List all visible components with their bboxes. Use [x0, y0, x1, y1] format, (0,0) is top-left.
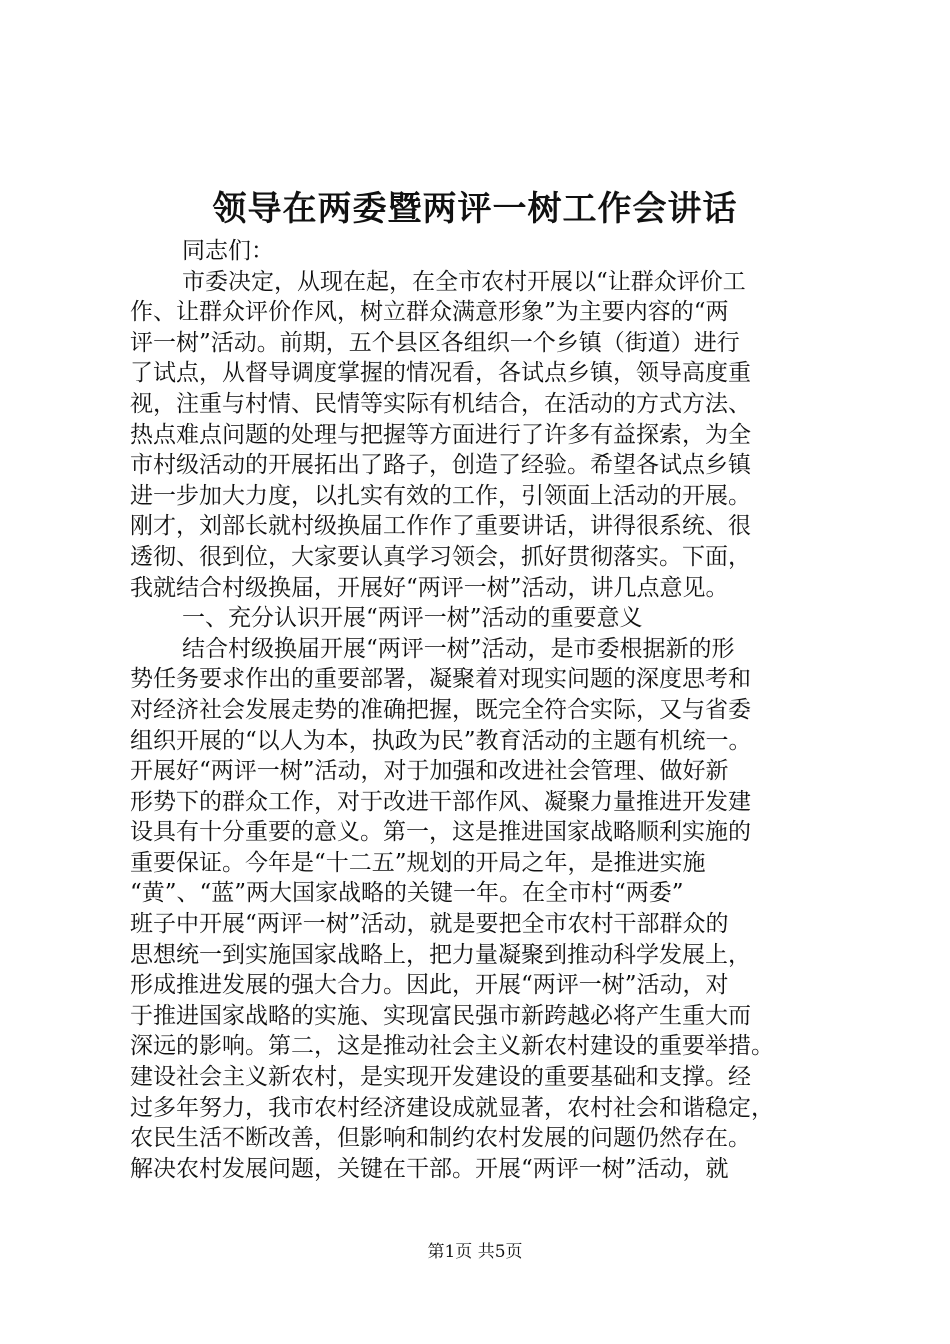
- body-line: 设具有十分重要的意义。第一，这是推进国家战略顺利实施的: [130, 819, 751, 846]
- body-line: 评一树”活动。前期，五个县区各组织一个乡镇（街道）进行: [130, 329, 740, 356]
- body-line: 了试点，从督导调度掌握的情况看，各试点乡镇，领导高度重: [130, 360, 751, 387]
- body-line: 形成推进发展的强大合力。因此，开展“两评一树”活动，对: [130, 972, 729, 999]
- body-line: 进一步加大力度，以扎实有效的工作，引领面上活动的开展。: [130, 482, 751, 509]
- body-line: 开展好“两评一树”活动，对于加强和改进社会管理、做好新: [130, 758, 729, 785]
- body-line: 建设社会主义新农村，是实现开发建设的重要基础和支撑。经: [130, 1064, 751, 1091]
- body-line: 解决农村发展问题，关键在干部。开展“两评一树”活动，就: [130, 1155, 729, 1182]
- body-line: 热点难点问题的处理与把握等方面进行了许多有益探索，为全: [130, 421, 751, 448]
- body-line: 班子中开展“两评一树”活动，就是要把全市农村干部群众的: [130, 911, 729, 938]
- body-line: 农民生活不断改善，但影响和制约农村发展的问题仍然存在。: [130, 1125, 751, 1152]
- body-line: 市村级活动的开展拓出了路子，创造了经验。希望各试点乡镇: [130, 452, 751, 479]
- salutation-line: 同志们：: [182, 238, 274, 264]
- body-line: 视，注重与村情、民情等实际有机结合，在活动的方式方法、: [130, 390, 751, 417]
- document-body: [130, 236, 830, 1184]
- body-line: 刚才，刘部长就村级换届工作作了重要讲话，讲得很系统、很: [130, 513, 751, 540]
- body-line: 重要保证。今年是“十二五”规划的开局之年，是推进实施: [130, 849, 706, 876]
- body-line: 透彻、很到位，大家要认真学习领会，抓好贯彻落实。下面，: [130, 543, 751, 570]
- body-line: 势任务要求作出的重要部署，凝聚着对现实问题的深度思考和: [130, 666, 751, 693]
- body-line: 深远的影响。第二，这是推动社会主义新农村建设的重要举措。: [130, 1033, 774, 1060]
- document-title: 领导在两委暨两评一树工作会讲话: [212, 189, 738, 229]
- body-line: 思想统一到实施国家战略上，把力量凝聚到推动科学发展上，: [130, 941, 751, 968]
- body-line: 作、让群众评价作风，树立群众满意形象”为主要内容的“两: [130, 299, 729, 326]
- body-line: 对经济社会发展走势的准确把握，既完全符合实际，又与省委: [130, 696, 751, 723]
- body-line: 组织开展的“以人为本，执政为民”教育活动的主题有机统一。: [130, 727, 752, 754]
- body-line: 形势下的群众工作，对于改进干部作风、凝聚力量推进开发建: [130, 788, 751, 815]
- body-line: “黄”、“蓝”两大国家战略的关键一年。在全市村“两委”: [130, 880, 684, 907]
- body-line: 市委决定，从现在起，在全市农村开展以“让群众评价工: [182, 268, 746, 295]
- body-line: 于推进国家战略的实施、实现富民强市新跨越必将产生重大而: [130, 1002, 751, 1029]
- body-line: 我就结合村级换届，开展好“两评一树”活动，讲几点意见。: [130, 574, 729, 601]
- page-number: 第1页 共5页: [427, 1242, 523, 1262]
- body-line: 过多年努力，我市农村经济建设成就显著，农村社会和谐稳定，: [130, 1094, 774, 1121]
- body-line: 结合村级换届开展“两评一树”活动，是市委根据新的形: [182, 635, 735, 662]
- section-heading: 一、充分认识开展“两评一树”活动的重要意义: [182, 605, 643, 632]
